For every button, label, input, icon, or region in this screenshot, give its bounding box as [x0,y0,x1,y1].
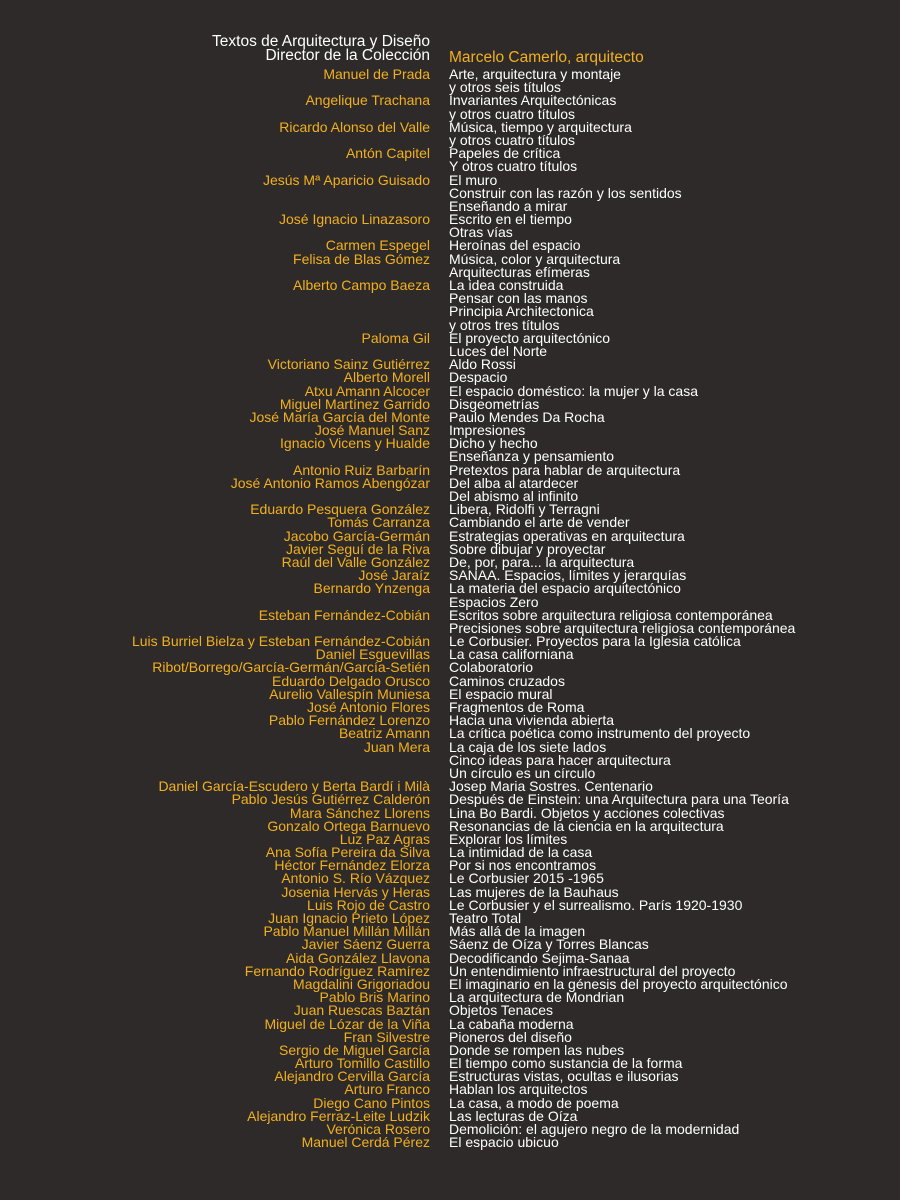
author-name: Felisa de Blas Gómez [293,250,430,267]
book-title: Música, color y arquitectura [449,250,621,267]
book-title: La casa californiana [449,646,574,663]
book-title: Colaboratorio [449,659,534,676]
book-title: La arquitectura de Mondrian [449,989,625,1006]
author-name: Luis Rojo de Castro [307,896,430,913]
book-titles [449,1136,900,1149]
book-title: Un entendimiento infraestructural del proyecto [449,962,736,979]
catalog-entry [0,738,900,781]
book-title: El tiempo como sustancia de la forma [449,1055,683,1072]
book-titles [449,250,900,280]
author-name: Daniel García-Escudero y Berta Bardí i Milà [158,778,430,795]
author-name: Jacobo García-Germán [283,527,430,544]
author-name: Beatriz Amann [338,725,430,742]
book-title: y otros tres títulos [449,316,560,333]
book-titles [449,94,900,120]
catalog-entry [0,1136,900,1149]
book-title: Le Corbusier y el surrealismo. París 1920-1930 [449,896,743,913]
book-title: Explorar los límites [449,830,568,847]
author-name: Antón Capitel [345,145,430,162]
catalog-entry [0,94,900,120]
author-name: Arturo Franco [344,1081,430,1098]
catalog-entry [0,582,900,608]
author-name: Josenia Hervás y Heras [281,883,430,900]
catalog-entry [0,437,900,463]
book-title: Teatro Total [449,910,522,926]
book-title: SANAA. Espacios, límites y jerarquías [449,567,687,584]
book-titles [449,474,900,504]
book-title: Dicho y hecho [449,435,538,452]
author-name: Pablo Bris Marino [319,989,430,1006]
book-title: Donde se rompen las nubes [449,1041,625,1058]
book-title: Arquitecturas efímeras [449,263,590,280]
collection-header [0,35,430,63]
book-title: El imaginario en la génesis del proyecto arquitectónico [449,975,788,992]
author-name: Angelique Trachana [305,92,430,109]
author-name: Juan Mera [363,738,430,755]
author-name: Antonio S. Río Vázquez [281,870,430,887]
author-name: Atxu Amann Alcocer [304,382,430,399]
book-title: Le Corbusier. Proyectos para la Iglesia católica [449,633,741,650]
book-title: La intimidad de la casa [449,844,593,861]
catalog-entry [0,147,900,173]
author-name: Manuel de Prada [323,66,430,82]
book-title: Despacio [449,369,508,386]
author-name: Héctor Fernández Elorza [274,857,430,874]
author-name: Miguel de Lózar de la Viña [264,1015,430,1032]
book-title: Fragmentos de Roma [449,699,585,715]
book-title: Espacios Zero [449,593,539,610]
author-name: Fernando Rodríguez Ramírez [244,962,430,979]
book-title: Caminos cruzados [449,672,565,689]
book-title: Sáenz de Oíza y Torres Blancas [449,936,649,953]
book-title: Libera, Ridolfi y Terragni [449,501,600,518]
author-name: Victoriano Sainz Gutiérrez [267,356,430,373]
book-title: Enseñando a mirar [449,197,568,214]
book-title: Impresiones [449,422,526,439]
book-title: La idea construida [449,277,564,293]
author-name: Mara Sánchez Llorens [289,804,430,821]
book-title: y otros seis títulos [449,79,562,96]
book-title: Aldo Rossi [449,356,516,373]
book-title: Estructuras vistas, ocultas e ilusorias [449,1068,679,1085]
book-title: El espacio mural [449,685,553,702]
author-name: Pablo Fernández Lorenzo [268,712,430,729]
book-title: Estrategias operativas en arquitectura [449,527,685,544]
book-title: Otras vías [449,224,513,241]
book-title: Lina Bo Bardi. Objetos y acciones colectivas [449,804,725,821]
catalog-entry [0,474,900,504]
author-name: Juan Ruescas Baztán [293,1002,430,1019]
book-title: La casa, a modo de poema [449,1094,619,1111]
author-name: Jesús Mª Aparicio Guisado [262,171,430,188]
book-title: Demolición: el agujero negro de la modernidad [449,1121,740,1137]
book-title: y otros cuatro títulos [449,105,576,122]
book-title: Por si nos encontramos [449,857,597,874]
author-name: Arturo Tomillo Castillo [294,1055,430,1072]
author-name: Javier Seguí de la Riva [286,540,430,557]
author-name: Ricardo Alonso del Valle [279,118,430,135]
book-title: El muro [449,171,498,188]
author-name: José Antonio Ramos Abengózar [230,474,430,491]
author-name: Aida González Llavona [286,949,430,966]
book-title: Las mujeres de la Bauhaus [449,883,619,900]
author-name: José Manuel Sanz [314,422,430,439]
book-title: Sobre dibujar y proyectar [449,540,606,557]
book-title: Luces del Norte [449,342,548,359]
author-name: José María García del Monte [249,408,430,425]
author-name: José Antonio Flores [307,699,430,715]
author-name: Miguel Martínez Garrido [279,395,430,412]
author-name: Alejandro Cervilla García [274,1068,430,1085]
author-name: Pablo Manuel Millán Millán [263,923,430,940]
author-name: Carmen Espegel [325,237,430,254]
book-title: Un círculo es un círculo [449,764,596,781]
author-name: Luz Paz Agras [339,830,430,847]
book-title: Principia Architectonica [449,303,594,320]
book-title: Del alba al atardecer [449,474,579,491]
book-title: Cinco ideas para hacer arquitectura [449,751,671,768]
book-title: Resonancias de la ciencia en la arquitectura [449,817,724,834]
author-name: Paloma Gil [361,329,430,346]
author-name: José Ignacio Linazasoro [279,211,430,228]
director-name: Marcelo Camerlo, arquitecto [449,49,644,66]
book-title: La materia del espacio arquitectónico [449,580,681,597]
book-titles [449,437,900,463]
book-title: La caja de los siete lados [449,738,607,755]
book-title: Y otros cuatro títulos [449,158,578,175]
book-titles [449,171,900,214]
catalog-entry [0,606,900,636]
author-name: Daniel Esguevillas [315,646,430,663]
catalog-entry [0,171,900,214]
book-title: Pensar con las manos [449,290,588,307]
catalog-entry [0,250,900,280]
book-title: Disgeometrías [449,395,540,412]
book-title: Escritos sobre arquitectura religiosa contemporánea [449,606,773,623]
collection-title: Textos de Arquitectura y Diseño [212,33,430,50]
book-title: Josep Maria Sostres. Centenario [449,778,653,795]
book-title: Paulo Mendes Da Rocha [449,408,605,425]
catalog-entry [0,213,900,239]
catalog-entry [0,329,900,359]
author-name: Bernardo Ynzenga [313,580,430,597]
author-name: Eduardo Pesquera González [250,501,430,518]
book-title: Objetos Tenaces [449,1002,554,1019]
author-name: Alberto Campo Baeza [293,277,430,293]
book-titles [449,358,900,371]
book-title: Invariantes Arquitectónicas [449,92,617,109]
author-name: Sergio de Miguel García [279,1041,430,1058]
author-name: Antonio Ruiz Barbarín [293,461,430,478]
author-name: Javier Sáenz Guerra [301,936,430,953]
author-name: Magdalini Grigoriadou [293,975,430,992]
author-name: Fran Silvestre [343,1028,430,1045]
author-name: Alberto Morell [343,369,430,386]
book-title: Papeles de crítica [449,145,561,162]
book-titles [449,329,900,359]
book-catalog-list [0,68,900,1149]
author-name: Ana Sofía Pereira da Silva [265,844,430,861]
book-title: Cambiando el arte de vender [449,514,630,531]
author-name: Ignacio Vicens y Hualde [280,435,430,452]
book-titles [449,213,900,239]
author-name: Manuel Cerdá Pérez [301,1134,430,1151]
book-title: y otros cuatro títulos [449,131,576,148]
book-titles [449,147,900,173]
book-titles [449,68,900,94]
book-title: La cabaña moderna [449,1015,574,1032]
book-titles [449,738,900,781]
catalog-entry [0,279,900,332]
book-title: Pretextos para hablar de arquitectura [449,461,681,478]
author-name: José Jaraíz [358,567,430,584]
book-title: Hacia una vivienda abierta [449,712,614,729]
book-title: Las lecturas de Oíza [449,1107,578,1124]
book-title: Del abismo al infinito [449,488,579,504]
book-title: Hablan los arquitectos [449,1081,588,1098]
book-title: Le Corbusier 2015 -1965 [449,870,604,887]
book-title: El proyecto arquitectónico [449,329,611,346]
book-title: Escrito en el tiempo [449,211,572,228]
book-title: Decodificando Sejima-Sanaa [449,949,630,966]
author-name: Ribot/Borrego/García-Germán/García-Setién [152,659,430,676]
book-titles [449,279,900,332]
book-title: Más allá de la imagen [449,923,586,940]
author-name: Eduardo Delgado Orusco [272,672,430,689]
catalog-entry [0,118,900,148]
author-name: Diego Cano Pintos [313,1094,430,1111]
book-title: Heroínas del espacio [449,237,581,254]
book-title: Arte, arquitectura y montaje [449,66,621,82]
author-name: Luis Burriel Bielza y Esteban Fernández-Cobián [131,633,430,650]
book-title: Enseñanza y pensamiento [449,448,614,465]
author-name: Esteban Fernández-Cobián [258,606,430,623]
author-name: Aurelio Vallespín Muniesa [269,685,430,702]
author-name: Gonzalo Ortega Barnuevo [267,817,430,834]
author-name: Raúl del Valle González [281,553,430,570]
book-titles [449,118,900,148]
book-title: El espacio ubicuo [449,1134,559,1151]
book-title: Construir con las razón y los sentidos [449,184,682,201]
book-title: La crítica poética como instrumento del proyecto [449,725,751,742]
author-name: Juan Ignacio Prieto López [268,910,430,926]
collection-director-label: Director de la Colección [265,47,430,64]
author-name: Alejandro Ferraz-Leite Ludzik [247,1107,430,1124]
book-titles [449,582,900,608]
author-name: Verónica Rosero [326,1121,430,1137]
book-titles [449,606,900,636]
book-title: El espacio doméstico: la mujer y la casa [449,382,698,399]
author-name: Pablo Jesús Gutiérrez Calderón [231,791,430,808]
book-title: Pioneros del diseño [449,1028,572,1045]
book-title: Precisiones sobre arquitectura religiosa contemporánea [449,619,796,636]
book-title: De, por, para... la arquitectura [449,553,635,570]
book-title: Después de Einstein: una Arquitectura para una Teoría [449,791,789,808]
author-name: Tomás Carranza [327,514,430,531]
book-title: Música, tiempo y arquitectura [449,118,632,135]
catalog-entry [0,68,900,94]
